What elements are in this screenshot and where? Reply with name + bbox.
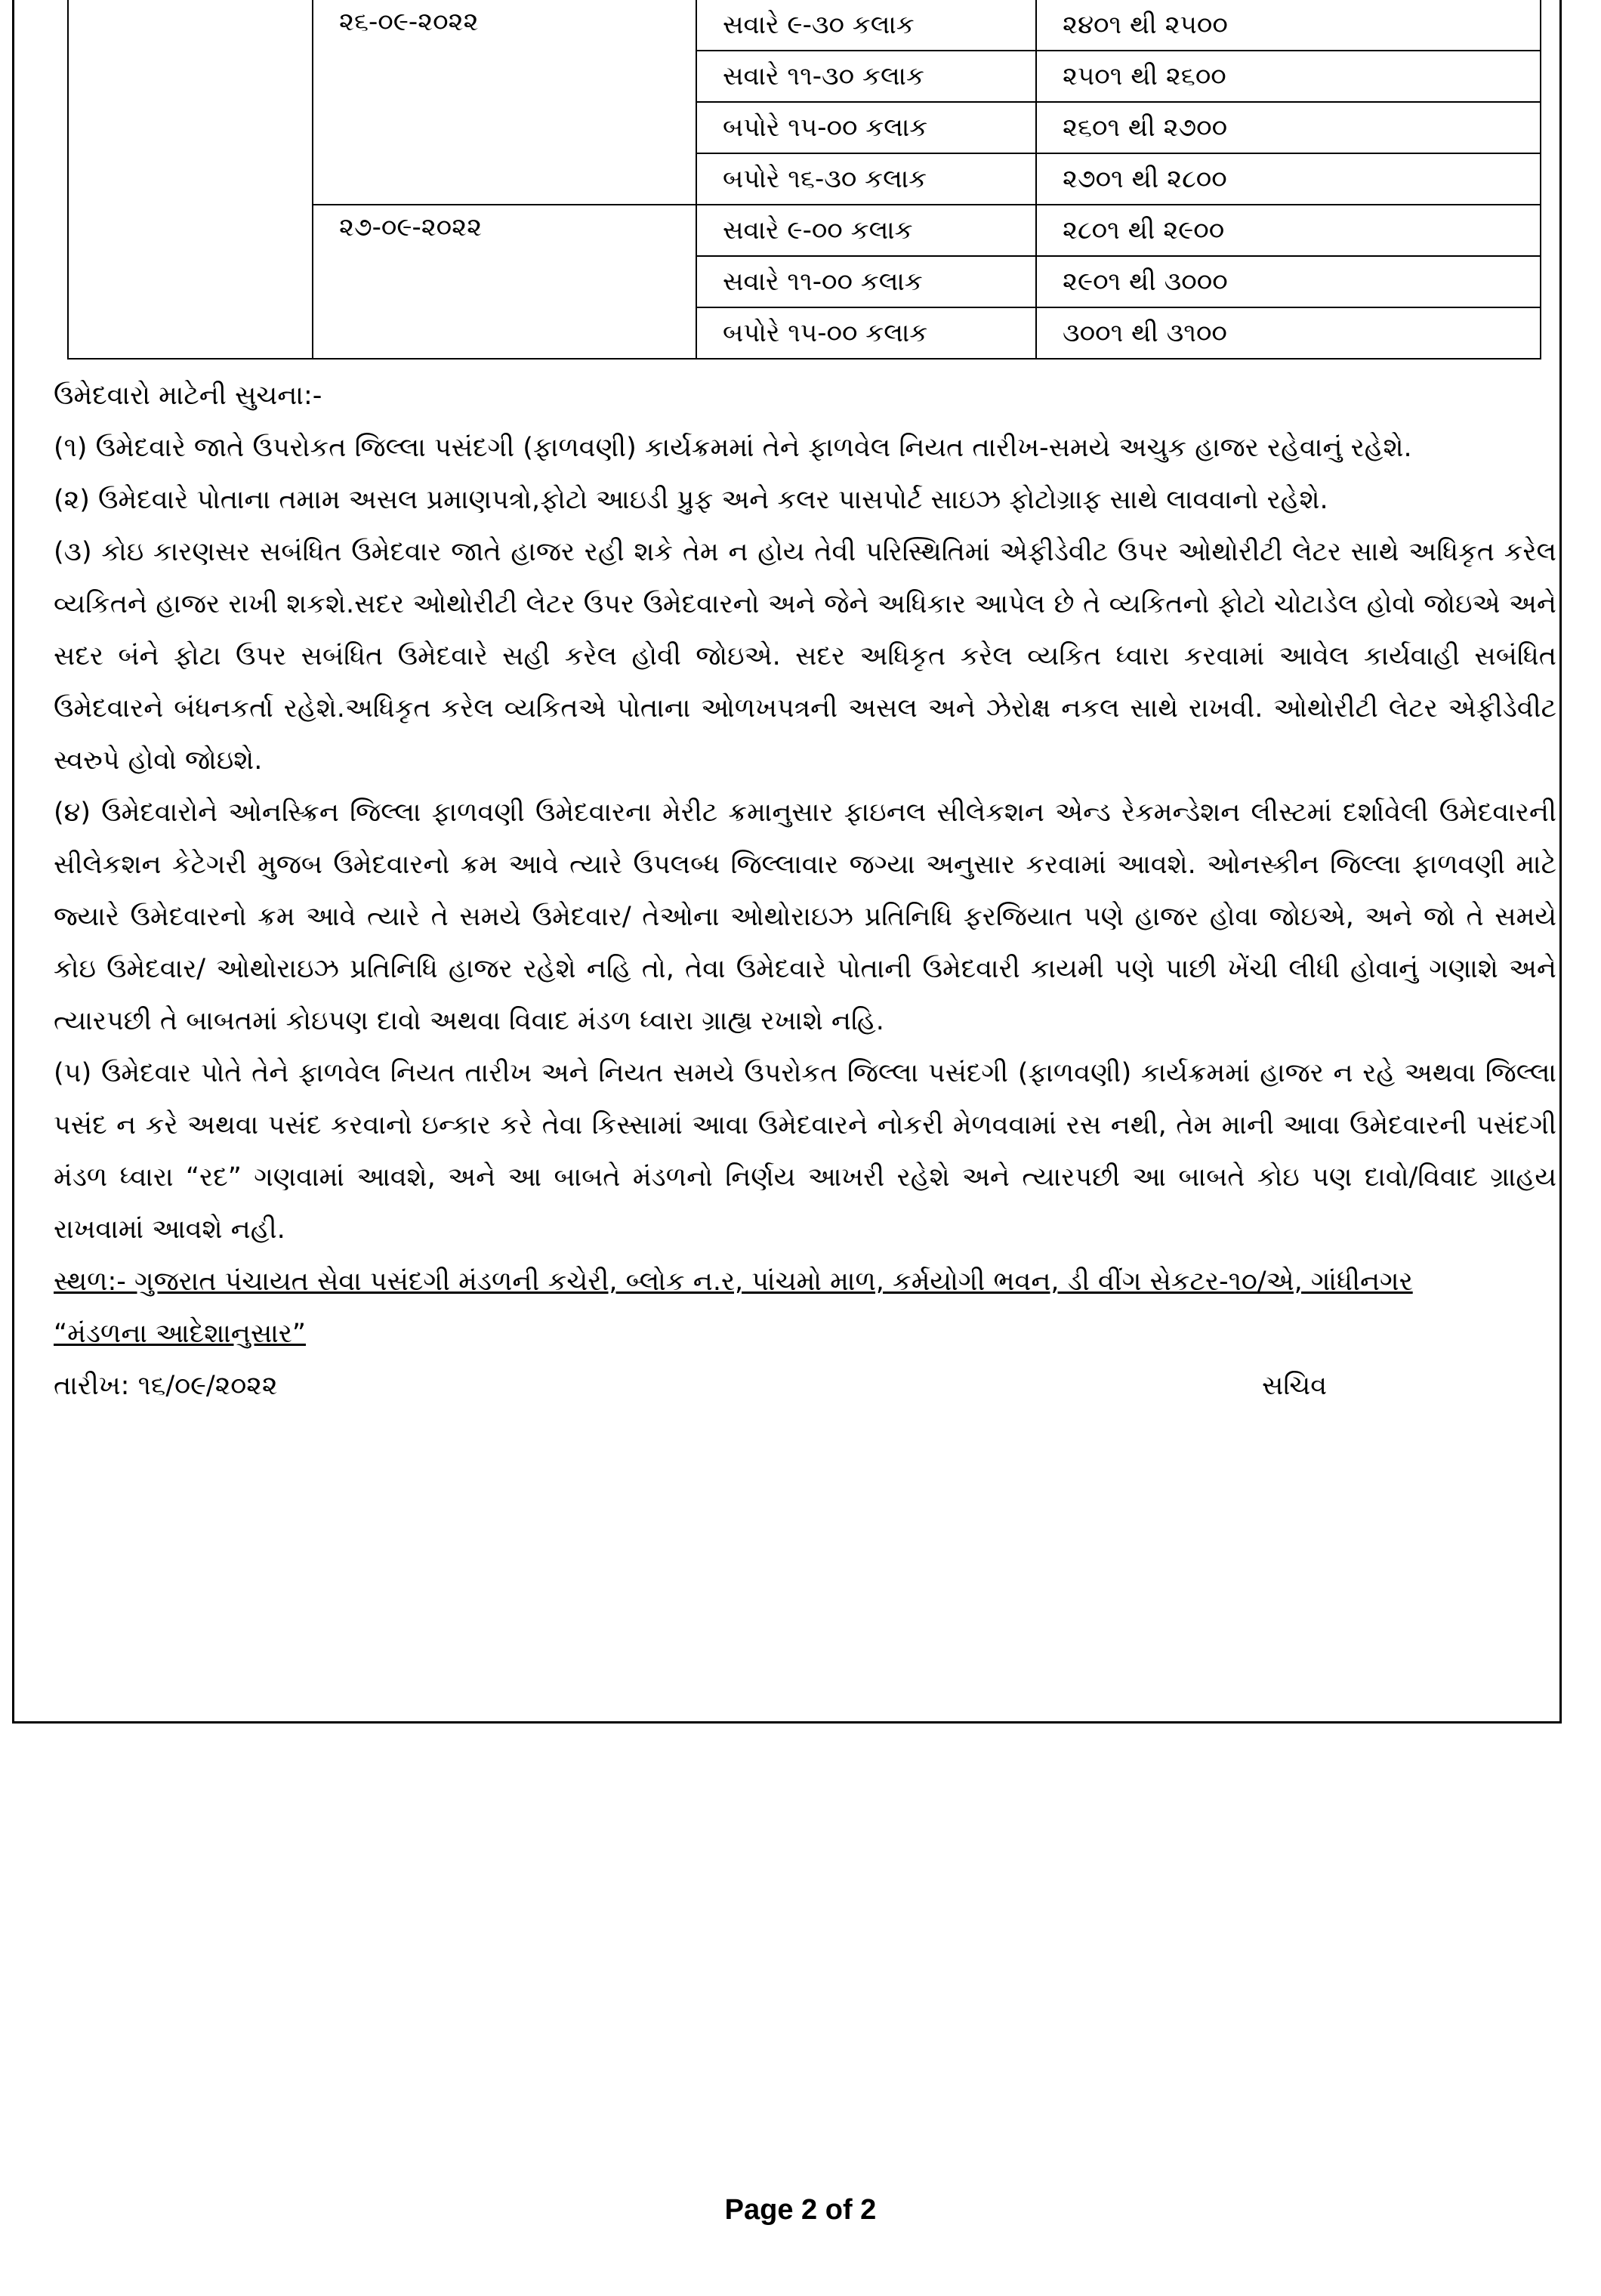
slot-time: બપોરે ૧૫-૦૦ કલાક	[696, 307, 1036, 359]
place-line: સ્થળ:- ગુજરાત પંચાયત સેવા પસંદગી મંડળની કચેરી, બ્લોક ન.ર, પાંચમો માળ, કર્મયોગી ભવન, ડી વીંગ સેકટર-૧૦/એ, ગાંધીનગર	[54, 1267, 1413, 1297]
page-number-footer: Page 2 of 2	[724, 2194, 877, 2226]
slot-time: બપોરે ૧૫-૦૦ કલાક	[696, 102, 1036, 153]
board-order-line: “મંડળના આદેશાનુસાર”	[54, 1319, 307, 1349]
document-frame	[12, 0, 1562, 1724]
date-signature-row	[54, 1360, 1556, 1412]
slot-time: બપોરે ૧૬-૩૦ કલાક	[696, 153, 1036, 205]
table-row	[68, 0, 1541, 51]
instruction-item-3: (૩) કોઇ કારણસર સબંધિત ઉમેદવાર જાતે હાજર રહી શકે તેમ ન હોય તેવી પરિસ્થિતિમાં એફીડેવીટ ઉપર ઓથોરીટી લેટર સાથે અધિકૃત કરેલ વ્યકિતને હાજર રાખી શકશે.સદર ઓથોરીટી લેટર ઉપર ઉમેદવારનો અને જેને અધિકાર આપેલ છે તે વ્યકિતનો ફોટો ચોટાડેલ હોવો જોઇએ અને સદર બંને ફોટા ઉપર સબંધિત ઉમેદવારે સહી કરેલ હોવી જોઇએ. સદર અધિકૃત કરેલ વ્યકિત ધ્વારા કરવામાં આવેલ કાર્યવાહી સબંધિત ઉમેદવારને બંધનકર્તા રહેશે.અધિકૃત કરેલ વ્યકિતએ પોતાના ઓળખપત્રની અસલ અને ઝેરોક્ષ નકલ સાથે રાખવી. ઓથોરીટી લેટર એફીડેવીટ સ્વરુપે હોવો જોઇશે.	[54, 537, 1556, 776]
slot-range: ૨૬૦૧ થી ૨૭૦૦	[1036, 102, 1541, 153]
instruction-item-1: (૧) ઉમેદવારે જાતે ઉપરોકત જિલ્લા પસંદગી (ફાળવણી) કાર્યક્રમમાં તેને ફાળવેલ નિયત તારીખ-સમયે અચુક હાજર રહેવાનું રહેશે.	[54, 433, 1412, 463]
slot-time: સવારે ૯-૩૦ કલાક	[696, 0, 1036, 51]
schedule-date: ૨૭-૦૯-૨૦૨૨	[313, 205, 696, 359]
instructions-heading: ઉમેદવારો માટેની સુચના:-	[54, 381, 322, 411]
slot-range: ૨૭૦૧ થી ૨૮૦૦	[1036, 153, 1541, 205]
slot-range: ૨૮૦૧ થી ૨૯૦૦	[1036, 205, 1541, 256]
schedule-table	[67, 0, 1541, 360]
instructions-section	[54, 370, 1556, 1412]
schedule-date: ૨૬-૦૯-૨૦૨૨	[313, 0, 696, 205]
slot-time: સવારે ૧૧-૩૦ કલાક	[696, 51, 1036, 102]
instruction-item-5: (૫) ઉમેદવાર પોતે તેને ફાળવેલ નિયત તારીખ અને નિયત સમયે ઉપરોકત જિલ્લા પસંદગી (ફાળવણી) કાર્યક્રમમાં હાજર ન રહે અથવા જિલ્લા પસંદ ન કરે અથવા પસંદ કરવાનો ઇન્કાર કરે તેવા કિસ્સામાં આવા ઉમેદવારને નોકરી મેળવવામાં રસ નથી, તેમ માની આવા ઉમેદવારની પસંદગી મંડળ ધ્વારા “રદ” ગણવામાં આવશે, અને આ બાબતે મંડળનો નિર્ણય આખરી રહેશે અને ત્યારપછી આ બાબતે કોઇ પણ દાવો/વિવાદ ગ્રાહય રાખવામાં આવશે નહી.	[54, 1058, 1556, 1245]
slot-time: સવારે ૯-૦૦ કલાક	[696, 205, 1036, 256]
instruction-item-4: (૪) ઉમેદવારોને ઓનસ્ક્રિન જિલ્લા ફાળવણી ઉમેદવારના મેરીટ ક્રમાનુસાર ફાઇનલ સીલેકશન એન્ડ રેકમન્ડેશન લીસ્ટમાં દર્શાવેલી ઉમેદવારની સીલેકશન કેટેગરી મુજબ ઉમેદવારનો ક્રમ આવે ત્યારે ઉપલબ્ધ જિલ્લાવાર જગ્યા અનુસાર કરવામાં આવશે. ઓનસ્કીન જિલ્લા ફાળવણી માટે જ્યારે ઉમેદવારનો ક્રમ આવે ત્યારે તે સમયે ઉમેદવાર/ તેઓના ઓથોરાઇઝ પ્રતિનિધિ ફરજિયાત પણે હાજર હોવા જોઇએ, અને જો તે સમયે કોઇ ઉમેદવાર/ ઓથોરાઇઝ પ્રતિનિધિ હાજર રહેશે નહિ તો, તેવા ઉમેદવારે પોતાની ઉમેદવારી કાયમી પણે પાછી ખેંચી લીધી હોવાનું ગણાશે અને ત્યારપછી તે બાબતમાં કોઇપણ દાવો અથવા વિવાદ મંડળ ધ્વારા ગ્રાહ્ય રખાશે નહિ.	[54, 798, 1556, 1036]
signatory: સચિવ	[1262, 1371, 1328, 1401]
issue-date: તારીખ: ૧૬/૦૯/૨૦૨૨	[54, 1371, 278, 1401]
instruction-item-2: (૨) ઉમેદવારે પોતાના તમામ અસલ પ્રમાણપત્રો,ફોટો આઇડી પ્રુફ અને કલર પાસપોર્ટ સાઇઝ ફોટોગ્રાફ સાથે લાવવાનો રહેશે.	[54, 485, 1328, 515]
slot-range: ૩૦૦૧ થી ૩૧૦૦	[1036, 307, 1541, 359]
blank-column-cell	[68, 0, 313, 359]
slot-range: ૨૫૦૧ થી ૨૬૦૦	[1036, 51, 1541, 102]
slot-range: ૨૪૦૧ થી ૨૫૦૦	[1036, 0, 1541, 51]
slot-time: સવારે ૧૧-૦૦ કલાક	[696, 256, 1036, 307]
slot-range: ૨૯૦૧ થી ૩૦૦૦	[1036, 256, 1541, 307]
